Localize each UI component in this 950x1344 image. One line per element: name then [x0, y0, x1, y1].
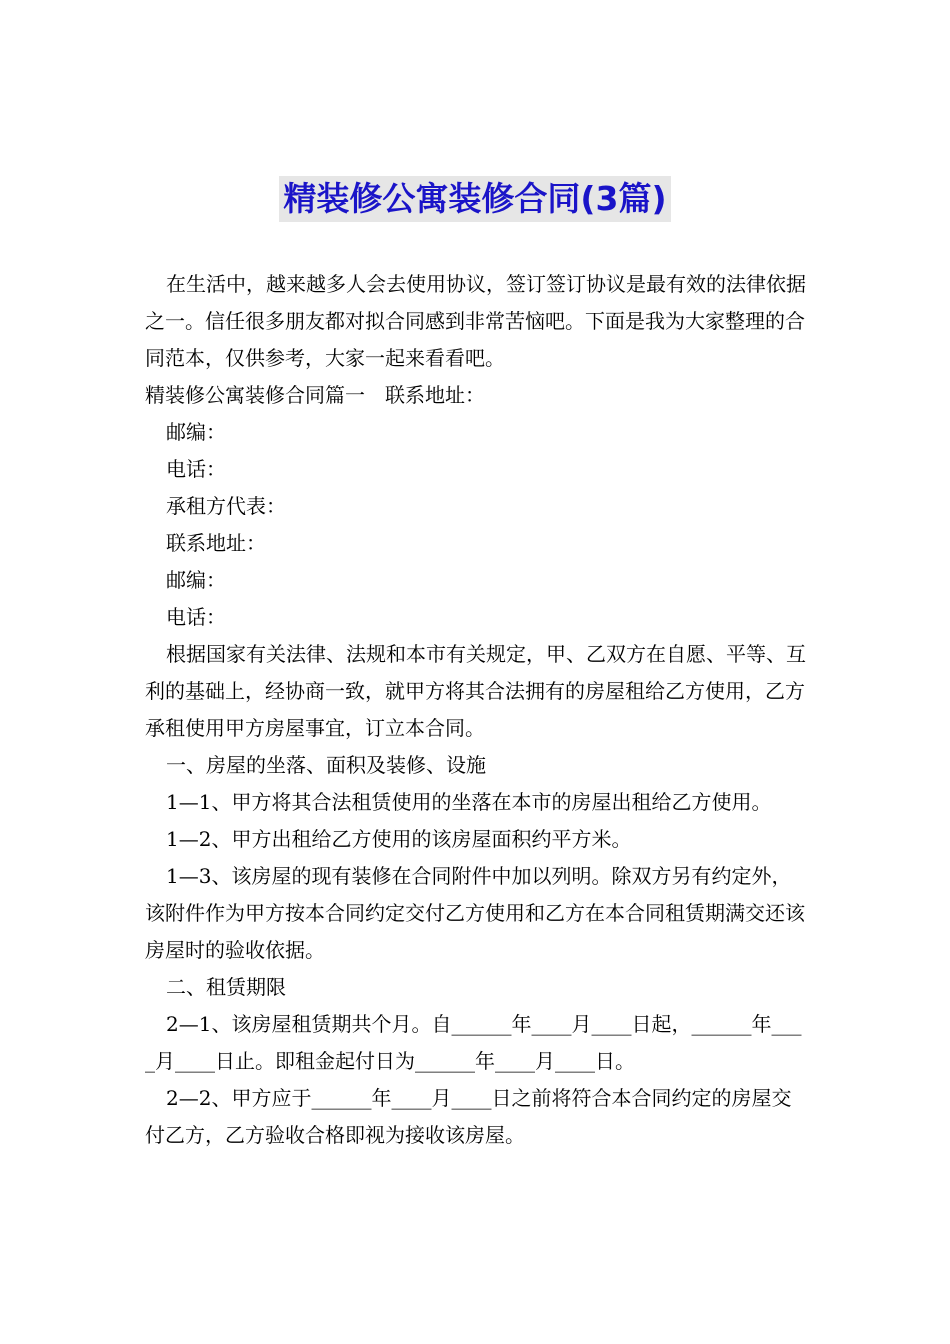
- phone-line-2: 电话：: [166, 605, 226, 629]
- contract-heading-line: 精装修公寓装修合同篇一 联系地址：: [145, 383, 485, 407]
- document-title: 精装修公寓装修合同(3篇): [279, 176, 670, 222]
- preamble-paragraph: 根据国家有关法律、法规和本市有关规定，甲、乙双方在自愿、平等、互利的基础上，经协商一致，就甲方将其合法拥有的房屋租给乙方使用，乙方承租使用甲方房屋事宜，订立本合同。: [145, 642, 806, 740]
- postcode-line-2: 邮编：: [166, 568, 226, 592]
- intro-paragraph: 在生活中，越来越多人会去使用协议，签订签订协议是最有效的法律依据之一。信任很多朋友都对拟合同感到非常苦恼吧。下面是我为大家整理的合同范本，仅供参考，大家一起来看看吧。: [145, 272, 806, 370]
- clause-2-1: 2—1、该房屋租赁期共个月。自______年____月____日起，______年____月____日止。即租金起付日为______年____月____日。: [145, 1012, 802, 1073]
- lessee-representative-line: 承租方代表：: [166, 494, 286, 518]
- document-body: [145, 266, 807, 1154]
- clause-1-1: 1—1、甲方将其合法租赁使用的坐落在本市的房屋出租给乙方使用。: [166, 790, 772, 814]
- phone-line: 电话：: [166, 457, 226, 481]
- title-container: [0, 176, 950, 222]
- clause-1-2: 1—2、甲方出租给乙方使用的该房屋面积约平方米。: [166, 827, 632, 851]
- contact-address-line: 联系地址：: [166, 531, 266, 555]
- clause-1-3: 1—3、该房屋的现有装修在合同附件中加以列明。除双方另有约定外，该附件作为甲方按本合同约定交付乙方使用和乙方在本合同租赁期满交还该房屋时的验收依据。: [145, 864, 805, 962]
- clause-2-2: 2—2、甲方应于______年____月____日之前将符合本合同约定的房屋交付乙方，乙方验收合格即视为接收该房屋。: [145, 1086, 792, 1147]
- section-1-heading: 一、房屋的坐落、面积及装修、设施: [166, 753, 486, 777]
- section-2-heading: 二、租赁期限: [166, 975, 286, 999]
- postcode-line: 邮编：: [166, 420, 226, 444]
